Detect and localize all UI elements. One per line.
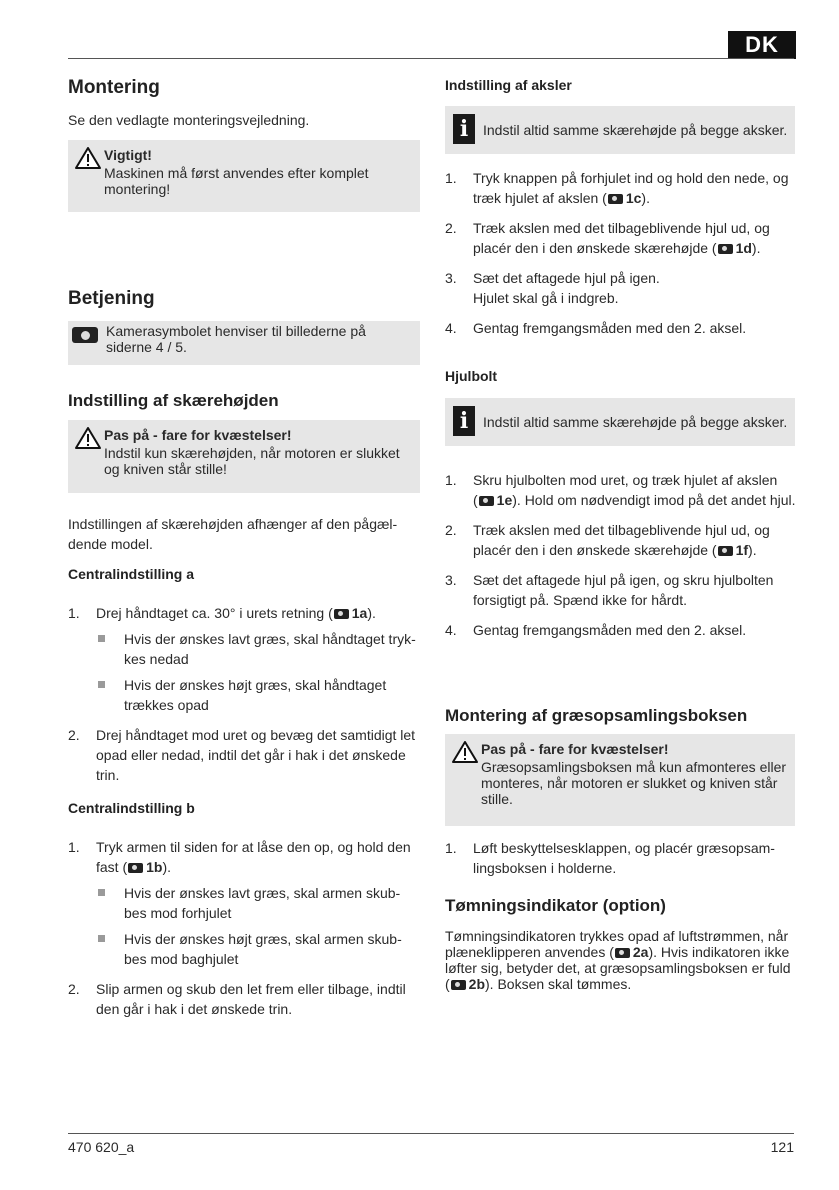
step-text: ).	[367, 604, 376, 621]
warning-box-montering	[68, 140, 420, 212]
camera-icon	[451, 980, 466, 990]
step-text: ).	[751, 239, 761, 256]
bullet-text: kes nedad	[124, 650, 189, 667]
step-text: Tryk knappen på forhjulet ind og hold den nede, og	[473, 169, 789, 186]
step-text: Drej håndtaget ca. 30° i urets retning (	[96, 604, 333, 621]
toemning-paragraph	[445, 928, 795, 992]
camera-note-box	[68, 321, 420, 365]
warning-text-line: monteres, når motoren er slukket og kniven står	[481, 774, 778, 791]
warning-text-line: Indstil kun skærehøjden, når motoren er slukket	[104, 444, 400, 461]
subsection-title-aksler: Indstilling af aksler	[445, 77, 572, 93]
right-column	[445, 76, 795, 992]
step-number: 1.	[68, 604, 80, 621]
bullets-central-b	[96, 883, 420, 969]
step-text: ).	[162, 858, 172, 875]
warning-text-line: stille.	[481, 790, 513, 807]
section-title-betjening: Betjening	[68, 287, 155, 309]
bullet-square	[98, 889, 105, 896]
list-item	[96, 883, 420, 923]
figure-ref: 2a	[632, 944, 649, 961]
step-text: opad eller nedad, indtil det går i hak i det ønskede	[96, 746, 406, 763]
list-item	[445, 168, 795, 208]
list-item	[68, 979, 420, 1019]
step-text: Hjulet skal gå i indgreb.	[473, 289, 619, 306]
warning-box-skaerehoejde	[68, 420, 420, 493]
list-item	[68, 725, 420, 785]
step-number: 3.	[445, 269, 457, 286]
subsection-title-central-a: Centralindstilling a	[68, 565, 195, 582]
camera-icon	[718, 244, 733, 254]
figure-ref: 1b	[146, 858, 163, 875]
step-text: Gentag fremgangsmåden med den 2. aksel.	[473, 621, 747, 638]
step-number: 4.	[445, 319, 457, 336]
step-number: 2.	[68, 726, 80, 743]
info-box-aksler	[445, 106, 795, 154]
montering-intro: Se den vedlagte monteringsvejledning.	[68, 111, 310, 128]
info-text: Indstil altid samme skærehøjde på begge aksker.	[483, 121, 788, 138]
camera-icon	[128, 863, 143, 873]
camera-icon	[479, 496, 494, 506]
step-text: ). Hold om nødvendigt imod på det andet hjul.	[512, 491, 796, 508]
steps-central-a	[68, 603, 420, 785]
section-title-montering: Montering	[68, 77, 160, 98]
header-rule	[68, 58, 794, 59]
subsection-title-central-b: Centralindstilling b	[68, 799, 195, 816]
section-title-graesbox: Montering af græsopsamlingsboksen	[445, 705, 748, 725]
warning-text-line: og kniven står stille!	[104, 460, 227, 477]
camera-icon	[615, 948, 630, 958]
step-text: fast (	[96, 858, 128, 875]
warning-icon	[74, 426, 102, 450]
list-item	[445, 570, 795, 610]
language-badge: DK	[728, 31, 796, 59]
step-text: placér den i den ønskede skærehøjde (	[473, 239, 717, 256]
step-text: Gentag fremgangsmåden med den 2. aksel.	[473, 319, 747, 336]
list-item	[68, 603, 420, 715]
camera-icon	[608, 194, 623, 204]
list-item	[445, 838, 795, 878]
list-item	[445, 268, 795, 308]
bullet-text: Hvis der ønskes højt græs, skal armen skub-	[124, 930, 402, 947]
paragraph-line: løfter sig, betyder det, at græsopsamlingsboksen er fuld	[445, 960, 791, 977]
step-number: 1.	[445, 471, 457, 488]
figure-ref: 1c	[625, 189, 642, 206]
bullet-text: Hvis der ønskes højt græs, skal håndtaget	[124, 676, 387, 693]
list-item	[445, 520, 795, 560]
bullets-central-a	[96, 629, 420, 715]
info-box-hjulbolt	[445, 398, 795, 446]
step-text: lingsboksen i holderne.	[473, 859, 617, 876]
step-number: 1.	[68, 838, 80, 855]
step-number: 2.	[445, 521, 457, 538]
bullet-square	[98, 635, 105, 642]
figure-ref: 1a	[351, 604, 368, 621]
figure-ref: 1d	[735, 239, 752, 256]
camera-icon	[334, 609, 349, 619]
list-item	[96, 675, 420, 715]
list-item	[68, 837, 420, 969]
camera-icon	[72, 327, 98, 343]
skaerehoejde-paragraph	[68, 514, 420, 554]
paragraph-text: ). Hvis indikatoren ikke	[648, 944, 790, 961]
step-text: Drej håndtaget mod uret og bevæg det samtidigt let	[96, 726, 416, 743]
info-icon: i	[453, 114, 475, 144]
step-text: ).	[748, 541, 757, 558]
step-text: træk hjulet af akslen (	[473, 189, 607, 206]
steps-aksler	[445, 168, 795, 338]
step-text: Skru hjulbolten mod uret, og træk hjulet af akslen	[473, 471, 778, 488]
bullet-text: bes mod baghjulet	[124, 950, 239, 967]
figure-ref: 1e	[496, 491, 513, 508]
step-text: (	[473, 491, 478, 508]
step-text: Tryk armen til siden for at låse den op, og hold den	[96, 838, 411, 855]
page-number: 121	[770, 1139, 794, 1155]
warning-title: Pas på - fare for kvæstelser!	[104, 426, 292, 443]
step-number: 2.	[68, 980, 80, 997]
paragraph-text: (	[445, 976, 450, 993]
steps-hjulbolt	[445, 470, 795, 640]
camera-note-line: siderne 4 / 5.	[106, 338, 187, 355]
camera-icon	[718, 546, 733, 556]
warning-icon	[451, 740, 479, 764]
paragraph-line: Indstillingen af skærehøjden afhænger af den pågæl-	[68, 515, 398, 532]
list-item	[445, 470, 795, 510]
subsection-title-hjulbolt: Hjulbolt	[445, 367, 498, 384]
bullet-square	[98, 935, 105, 942]
step-text: den går i hak i det ønskede trin.	[96, 1000, 293, 1017]
steps-central-b	[68, 837, 420, 1019]
info-text: Indstil altid samme skærehøjde på begge aksker.	[483, 413, 788, 430]
list-item	[96, 929, 420, 969]
warning-icon	[74, 146, 102, 170]
step-number: 2.	[445, 219, 457, 236]
warning-title: Vigtigt!	[104, 146, 152, 163]
step-text: Træk akslen med det tilbageblivende hjul ud, og	[473, 521, 770, 538]
list-item	[96, 629, 420, 669]
step-text: Løft beskyttelsesklappen, og placér græsopsam-	[473, 839, 775, 856]
info-icon: i	[453, 406, 475, 436]
paragraph-line: Tømningsindikatoren trykkes opad af luftstrømmen, når	[445, 928, 789, 945]
steps-graesbox	[445, 838, 795, 878]
list-item	[445, 620, 795, 640]
footer-rule	[68, 1133, 794, 1134]
warning-text-line: montering!	[104, 180, 171, 197]
step-number: 1.	[445, 169, 457, 186]
camera-note-line: Kamerasymbolet henviser til billederne på	[106, 322, 366, 339]
paragraph-text: ). Boksen skal tømmes.	[485, 976, 632, 993]
step-text: trin.	[96, 766, 120, 783]
figure-ref: 1f	[735, 541, 749, 558]
bullet-text: Hvis der ønskes lavt græs, skal håndtaget tryk-	[124, 630, 416, 647]
paragraph-text: plæneklipperen anvendes (	[445, 944, 614, 961]
figure-ref: 2b	[468, 976, 486, 993]
bullet-text: trækkes opad	[124, 696, 209, 713]
warning-text-line: Græsopsamlingsboksen må kun afmonteres eller	[481, 758, 787, 775]
paragraph-line: dende model.	[68, 535, 153, 552]
warning-box-graesbox	[445, 734, 795, 826]
step-number: 3.	[445, 571, 457, 588]
step-number: 4.	[445, 621, 457, 638]
section-title-skaerehoejde: Indstilling af skærehøjden	[68, 390, 279, 410]
list-item	[445, 318, 795, 338]
bullet-square	[98, 681, 105, 688]
left-column	[68, 76, 420, 1029]
step-number: 1.	[445, 839, 457, 856]
step-text: Sæt det aftagede hjul på igen, og skru hjulbolten	[473, 571, 774, 588]
step-text: Sæt det aftagede hjul på igen.	[473, 269, 660, 286]
step-text: Slip armen og skub den let frem eller tilbage, indtil	[96, 980, 406, 997]
warning-title: Pas på - fare for kvæstelser!	[481, 740, 669, 757]
document-code: 470 620_a	[68, 1139, 135, 1155]
list-item	[445, 218, 795, 258]
step-text: placér den i den ønskede skærehøjde (	[473, 541, 717, 558]
step-text: forsigtigt på. Spænd ikke for hårdt.	[473, 591, 687, 608]
bullet-text: Hvis der ønskes lavt græs, skal armen skub-	[124, 884, 401, 901]
step-text: ).	[641, 189, 650, 206]
step-text: Træk akslen med det tilbageblivende hjul ud, og	[473, 219, 770, 236]
warning-text-line: Maskinen må først anvendes efter komplet	[104, 164, 369, 181]
bullet-text: bes mod forhjulet	[124, 904, 232, 921]
section-title-toemning: Tømningsindikator (option)	[445, 895, 666, 915]
